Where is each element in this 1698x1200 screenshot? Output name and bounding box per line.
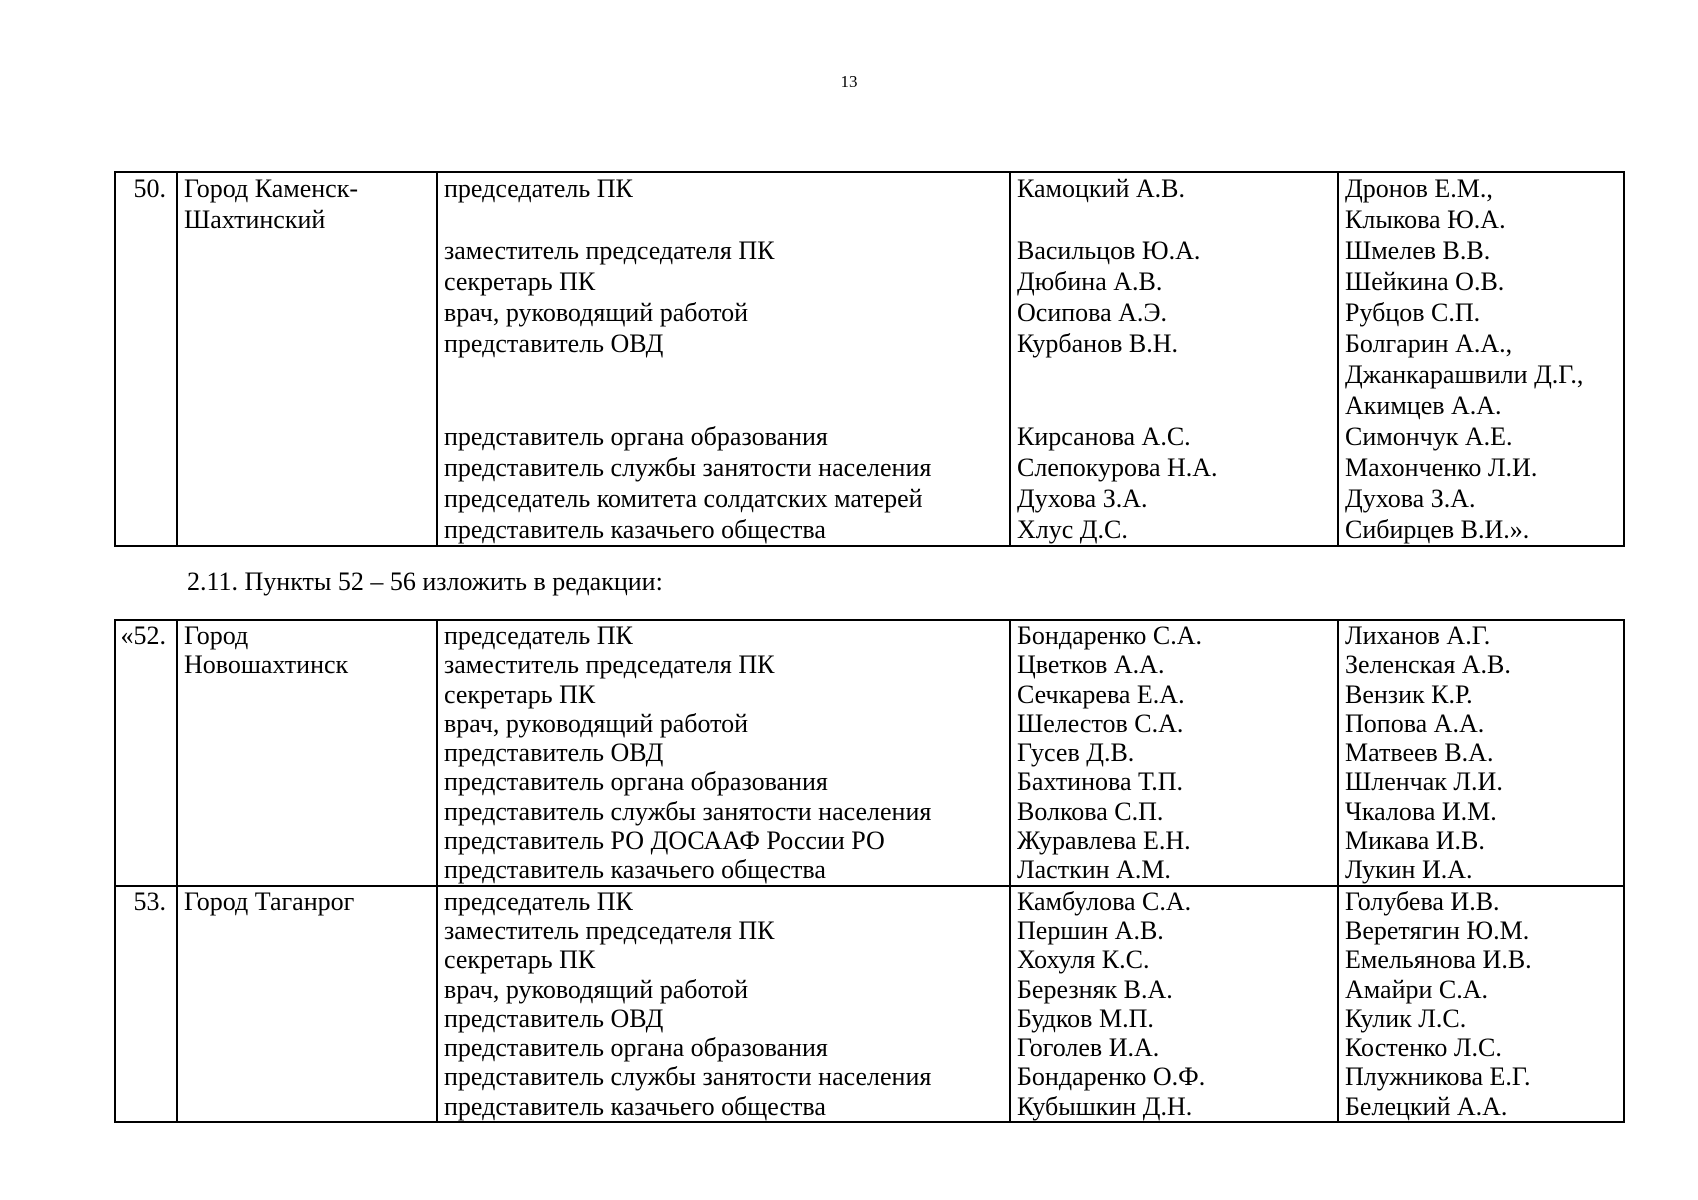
cell-line: секретарь ПК: [444, 679, 596, 709]
cell-line: представитель казачьего общества: [444, 855, 826, 885]
cell-line: Город Таганрог: [184, 886, 355, 916]
cell-line: Ласткин А.М.: [1017, 855, 1171, 885]
cell-line: представитель органа образования: [444, 422, 828, 451]
cell-line: Дронов Е.М.,: [1345, 174, 1493, 203]
main-members-cell: [1010, 886, 1338, 1122]
cell-line: Волкова С.П.: [1017, 796, 1164, 826]
cell-line: Емельянова И.В.: [1345, 945, 1532, 975]
cell-line: представитель органа образования: [444, 1033, 828, 1063]
cell-line: Камоцкий А.В.: [1017, 174, 1185, 203]
cell-line: Матвеев В.А.: [1345, 738, 1494, 768]
cell-line: Шленчак Л.И.: [1345, 767, 1503, 797]
cell-line: Чкалова И.М.: [1345, 796, 1497, 826]
cell-line: представитель органа образования: [444, 767, 828, 797]
cell-line: [444, 204, 1009, 235]
commission-table-52-53: [114, 619, 1625, 1123]
cell-line: секретарь ПК: [444, 945, 596, 975]
cell-line: Дюбина А.В.: [1017, 267, 1163, 296]
cell-line: представитель казачьего общества: [444, 515, 826, 544]
cell-line: Шелестов С.А.: [1017, 708, 1184, 738]
cell-line: Шмелев В.В.: [1345, 236, 1491, 265]
cell-line: председатель ПК: [444, 886, 633, 916]
cell-line: Гоголев И.А.: [1017, 1033, 1160, 1063]
cell-line: Будков М.П.: [1017, 1003, 1154, 1033]
cell-line: Зеленская А.В.: [1345, 650, 1511, 680]
cell-line: Курбанов В.Н.: [1017, 329, 1178, 358]
reserve-members-cell: [1338, 172, 1624, 546]
cell-line: Клыкова Ю.А.: [1345, 205, 1506, 234]
municipality-cell: [177, 172, 437, 546]
amendment-note: 2.11. Пункты 52 – 56 изложить в редакции:: [187, 567, 663, 596]
cell-line: представитель казачьего общества: [444, 1091, 826, 1121]
table-row: [115, 886, 1624, 1122]
cell-line: Симончук А.Е.: [1345, 422, 1513, 451]
item-number: 50.: [115, 172, 177, 546]
cell-line: Джанкарашвили Д.Г.,: [1345, 360, 1584, 389]
cell-line: Хлус Д.С.: [1017, 515, 1128, 544]
cell-line: представитель ОВД: [444, 329, 664, 358]
cell-line: Лиханов А.Г.: [1345, 621, 1491, 650]
cell-line: врач, руководящий работой: [444, 298, 749, 327]
cell-line: Кирсанова А.С.: [1017, 422, 1191, 451]
cell-line: председатель комитета солдатских матерей: [444, 484, 923, 513]
roles-cell: [437, 172, 1010, 546]
cell-line: Новошахтинск: [184, 650, 349, 680]
cell-line: [1017, 204, 1337, 235]
cell-line: представитель службы занятости населения: [444, 453, 932, 482]
cell-line: Камбулова С.А.: [1017, 886, 1192, 916]
cell-line: Город Каменск-: [184, 174, 359, 203]
cell-line: Гусев Д.В.: [1017, 738, 1135, 768]
cell-line: Хохуля К.С.: [1017, 945, 1150, 975]
cell-line: Бахтинова Т.П.: [1017, 767, 1184, 797]
cell-line: Духова З.А.: [1017, 484, 1148, 513]
cell-line: заместитель председателя ПК: [444, 650, 775, 680]
cell-line: представитель ОВД: [444, 1003, 664, 1033]
cell-line: заместитель председателя ПК: [444, 236, 775, 265]
cell-line: Микава И.В.: [1345, 826, 1485, 856]
cell-line: Першин А.В.: [1017, 915, 1164, 945]
cell-line: Васильцов Ю.А.: [1017, 236, 1201, 265]
cell-line: Болгарин А.А.,: [1345, 329, 1513, 358]
roles-cell: [437, 886, 1010, 1122]
cell-line: Акимцев А.А.: [1345, 391, 1502, 420]
cell-line: представитель службы занятости населения: [444, 796, 932, 826]
cell-line: Березняк В.А.: [1017, 974, 1173, 1004]
cell-line: представитель ОВД: [444, 738, 664, 768]
municipality-cell: [177, 620, 437, 886]
roles-cell: [437, 620, 1010, 886]
cell-line: [444, 359, 1009, 390]
cell-line: Плужникова Е.Г.: [1345, 1062, 1531, 1092]
cell-line: секретарь ПК: [444, 267, 596, 296]
cell-line: Кубышкин Д.Н.: [1017, 1091, 1193, 1121]
cell-line: Сибирцев В.И.».: [1345, 515, 1530, 544]
cell-line: Шахтинский: [184, 205, 326, 234]
cell-line: Слепокурова Н.А.: [1017, 453, 1218, 482]
cell-line: Веретягин Ю.М.: [1345, 915, 1530, 945]
cell-line: Духова З.А.: [1345, 484, 1476, 513]
item-number: 53.: [115, 886, 177, 1122]
cell-line: [444, 390, 1009, 421]
cell-line: Костенко Л.С.: [1345, 1033, 1502, 1063]
municipality-cell: [177, 886, 437, 1122]
cell-line: Белецкий А.А.: [1345, 1091, 1508, 1121]
cell-line: Бондаренко О.Ф.: [1017, 1062, 1206, 1092]
table-row: [115, 620, 1624, 886]
main-members-cell: [1010, 172, 1338, 546]
main-members-cell: [1010, 620, 1338, 886]
item-number: «52.: [115, 620, 177, 886]
reserve-members-cell: [1338, 886, 1624, 1122]
cell-line: Город: [184, 621, 249, 650]
cell-line: Бондаренко С.А.: [1017, 621, 1202, 650]
cell-line: Махонченко Л.И.: [1345, 453, 1538, 482]
cell-line: Амайри С.А.: [1345, 974, 1489, 1004]
cell-line: Цветков А.А.: [1017, 650, 1165, 680]
cell-line: представитель РО ДОСААФ России РО: [444, 826, 885, 856]
cell-line: [1017, 359, 1337, 390]
page-number: 13: [840, 72, 858, 91]
cell-line: врач, руководящий работой: [444, 974, 749, 1004]
cell-line: [1017, 390, 1337, 421]
cell-line: председатель ПК: [444, 174, 633, 203]
cell-line: Рубцов С.П.: [1345, 298, 1481, 327]
commission-table-50: [114, 171, 1625, 547]
table-row: [115, 172, 1624, 546]
cell-line: представитель службы занятости населения: [444, 1062, 932, 1092]
cell-line: председатель ПК: [444, 621, 633, 650]
cell-line: заместитель председателя ПК: [444, 915, 775, 945]
cell-line: Попова А.А.: [1345, 708, 1485, 738]
cell-line: Вензик К.Р.: [1345, 679, 1473, 709]
cell-line: Сечкарева Е.А.: [1017, 679, 1185, 709]
cell-line: Журавлева Е.Н.: [1017, 826, 1191, 856]
cell-line: Голубева И.В.: [1345, 886, 1500, 916]
cell-line: врач, руководящий работой: [444, 708, 749, 738]
cell-line: Кулик Л.С.: [1345, 1003, 1467, 1033]
cell-line: Шейкина О.В.: [1345, 267, 1505, 296]
cell-line: Осипова А.Э.: [1017, 298, 1168, 327]
cell-line: Лукин И.А.: [1345, 855, 1473, 885]
reserve-members-cell: [1338, 620, 1624, 886]
